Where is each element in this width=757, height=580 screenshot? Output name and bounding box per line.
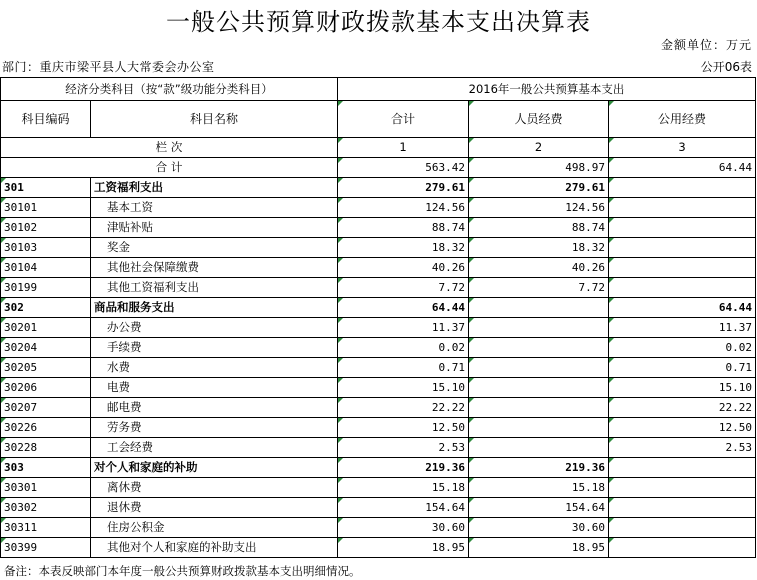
row-name: 工会经费 [91,438,338,458]
row-total: 2.53 [338,438,469,458]
row-public: 64.44 [609,298,756,318]
row-total: 18.32 [338,238,469,258]
row-personnel [469,318,609,338]
row-total: 15.18 [338,478,469,498]
row-public: 11.37 [609,318,756,338]
row-code: 30204 [1,338,91,358]
row-total: 279.61 [338,178,469,198]
row-personnel [469,358,609,378]
table-row [1,258,756,278]
row-name: 其他对个人和家庭的补助支出 [91,538,338,558]
footnote: 备注：本表反映部门本年度一般公共预算财政拨款基本支出明细情况。 [4,564,361,578]
code-header: 科目编码 [1,101,91,138]
row-name: 办公费 [91,318,338,338]
row-total: 0.71 [338,358,469,378]
row-code: 30102 [1,218,91,238]
row-name: 对个人和家庭的补助 [91,458,338,478]
table-row [1,358,756,378]
row-code: 30301 [1,478,91,498]
row-total: 219.36 [338,458,469,478]
table-row [1,518,756,538]
row-personnel [469,338,609,358]
row-personnel: 88.74 [469,218,609,238]
row-name: 离休费 [91,478,338,498]
table-row [1,498,756,518]
row-personnel: 30.60 [469,518,609,538]
column-number-row [1,138,756,158]
row-name: 电费 [91,378,338,398]
row-name: 奖金 [91,238,338,258]
total-row-total: 563.42 [338,158,469,178]
row-total: 18.95 [338,538,469,558]
row-name: 手续费 [91,338,338,358]
row-public: 15.10 [609,378,756,398]
row-personnel: 124.56 [469,198,609,218]
row-public [609,178,756,198]
table-row [1,218,756,238]
row-code: 30206 [1,378,91,398]
row-code: 30201 [1,318,91,338]
public-header: 公用经费 [609,101,756,138]
table-row [1,298,756,318]
col-number-3: 3 [609,138,756,158]
table-row [1,438,756,458]
row-public: 0.71 [609,358,756,378]
total-row-label: 合 计 [1,158,338,178]
row-public: 22.22 [609,398,756,418]
row-code: 30199 [1,278,91,298]
col-number-2: 2 [469,138,609,158]
row-name: 商品和服务支出 [91,298,338,318]
row-total: 88.74 [338,218,469,238]
expenditure-table [0,77,756,558]
row-total: 11.37 [338,318,469,338]
row-personnel: 154.64 [469,498,609,518]
row-public: 0.02 [609,338,756,358]
header-row-2 [1,101,756,138]
row-personnel: 40.26 [469,258,609,278]
row-name: 退休费 [91,498,338,518]
amount-unit: 金额单位：万元 [660,38,752,52]
row-personnel: 18.95 [469,538,609,558]
table-row [1,318,756,338]
row-public: 2.53 [609,438,756,458]
row-name: 基本工资 [91,198,338,218]
row-personnel: 219.36 [469,458,609,478]
row-total: 15.10 [338,378,469,398]
name-header: 科目名称 [91,101,338,138]
row-code: 30311 [1,518,91,538]
header-row-1 [1,78,756,101]
row-code: 30205 [1,358,91,378]
row-code: 30101 [1,198,91,218]
row-personnel [469,398,609,418]
row-public [609,478,756,498]
row-total: 40.26 [338,258,469,278]
row-personnel [469,438,609,458]
row-public [609,518,756,538]
form-number: 公开06表 [700,60,752,74]
row-name: 劳务费 [91,418,338,438]
row-name: 其他社会保障缴费 [91,258,338,278]
row-public [609,198,756,218]
table-row [1,478,756,498]
row-personnel: 18.32 [469,238,609,258]
table-row [1,238,756,258]
row-personnel: 7.72 [469,278,609,298]
row-public [609,258,756,278]
row-public [609,498,756,518]
total-row-personnel: 498.97 [469,158,609,178]
table-row [1,278,756,298]
table-row [1,178,756,198]
total-row [1,158,756,178]
table-row [1,378,756,398]
row-code: 30399 [1,538,91,558]
table-row [1,538,756,558]
row-total: 30.60 [338,518,469,538]
row-code: 30228 [1,438,91,458]
row-code: 302 [1,298,91,318]
department-label: 部门：重庆市梁平县人大常委会办公室 [2,60,215,74]
row-total: 64.44 [338,298,469,318]
total-row-public: 64.44 [609,158,756,178]
table-row [1,458,756,478]
row-code: 30302 [1,498,91,518]
page-title: 一般公共预算财政拨款基本支出决算表 [166,8,591,36]
row-personnel [469,378,609,398]
row-total: 7.72 [338,278,469,298]
row-name: 工资福利支出 [91,178,338,198]
row-name: 邮电费 [91,398,338,418]
row-code: 30207 [1,398,91,418]
row-code: 303 [1,458,91,478]
row-personnel: 279.61 [469,178,609,198]
row-public [609,458,756,478]
econ-class-header: 经济分类科目（按“款”级功能分类科目） [1,78,338,101]
row-total: 0.02 [338,338,469,358]
row-public: 12.50 [609,418,756,438]
table-row [1,198,756,218]
table-row [1,338,756,358]
row-code: 30104 [1,258,91,278]
row-personnel [469,298,609,318]
row-public [609,218,756,238]
row-name: 住房公积金 [91,518,338,538]
row-personnel: 15.18 [469,478,609,498]
row-code: 301 [1,178,91,198]
row-name: 水费 [91,358,338,378]
row-total: 12.50 [338,418,469,438]
table-row [1,418,756,438]
row-public [609,238,756,258]
col-number-1: 1 [338,138,469,158]
budget-title-header: 2016年一般公共预算基本支出 [338,78,756,101]
row-personnel [469,418,609,438]
row-total: 124.56 [338,198,469,218]
row-public [609,538,756,558]
row-public [609,278,756,298]
row-total: 154.64 [338,498,469,518]
row-code: 30226 [1,418,91,438]
personnel-header: 人员经费 [469,101,609,138]
row-name: 其他工资福利支出 [91,278,338,298]
total-header: 合计 [338,101,469,138]
lanci-label: 栏 次 [1,138,338,158]
row-name: 津贴补贴 [91,218,338,238]
table-row [1,398,756,418]
row-total: 22.22 [338,398,469,418]
row-code: 30103 [1,238,91,258]
